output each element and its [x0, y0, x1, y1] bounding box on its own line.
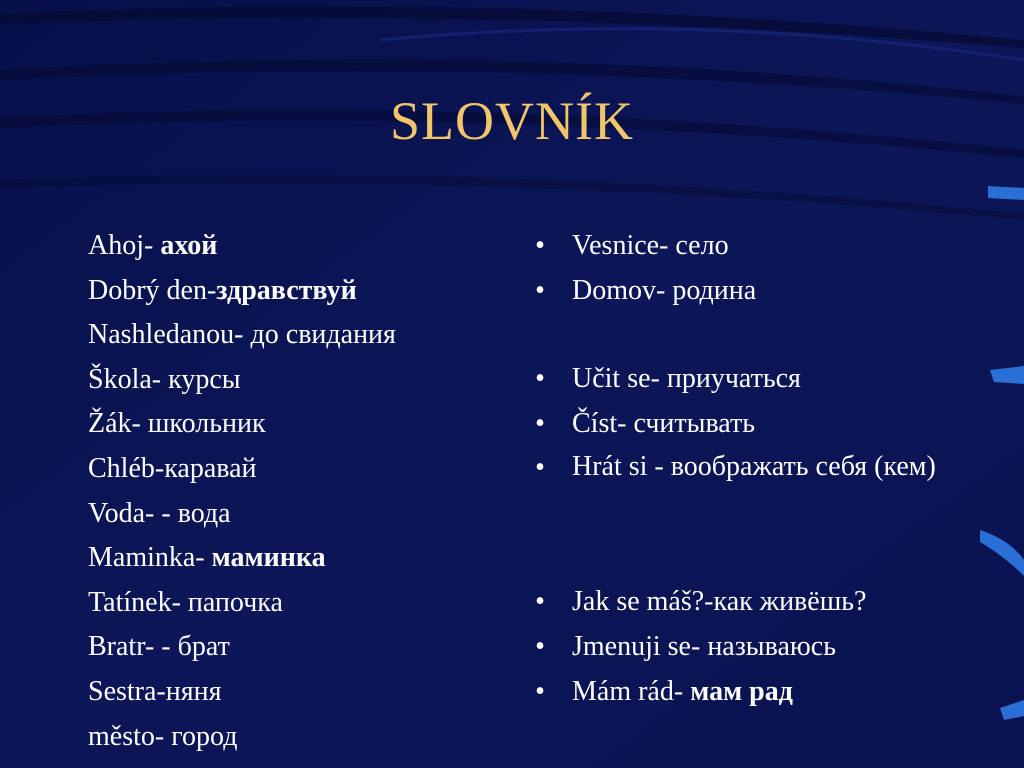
- vocab-row: [88, 404, 508, 449]
- russian-word: до свидания: [250, 319, 396, 351]
- bullet-item: [530, 448, 970, 538]
- bullet-item: [530, 359, 970, 404]
- russian-word: приучаться: [666, 363, 801, 395]
- czech-word: Jak se máš?-: [572, 586, 714, 618]
- russian-word: брат: [177, 631, 230, 663]
- right-vocabulary-list: [530, 226, 970, 716]
- vocab-row: [88, 538, 508, 583]
- spacer: [530, 315, 970, 359]
- vocab-row: [88, 717, 508, 762]
- czech-word: Žák-: [88, 408, 148, 440]
- russian-word: ахой: [160, 230, 218, 261]
- russian-word: считывать: [633, 407, 756, 439]
- vocab-row: [88, 271, 508, 316]
- russian-word: курсы: [168, 363, 241, 395]
- czech-word: Mám rád-: [572, 675, 691, 707]
- russian-word: город: [171, 720, 238, 752]
- czech-word: Domov-: [572, 274, 673, 306]
- bullet-icon: •: [535, 274, 545, 306]
- vocab-row: [88, 449, 508, 494]
- bullet-item: [530, 672, 970, 717]
- stripe-accent-1: [988, 186, 1024, 200]
- vocab-row: [88, 360, 508, 405]
- russian-word: мам рад: [690, 675, 793, 707]
- czech-word: Číst-: [572, 407, 634, 439]
- czech-word: Jmenuji se-: [572, 630, 708, 662]
- czech-word: Učit se-: [572, 363, 667, 395]
- bullet-icon: •: [535, 452, 545, 484]
- czech-word: Škola-: [88, 363, 169, 395]
- russian-word: маминка: [211, 542, 326, 574]
- czech-word: Chléb-: [88, 452, 165, 484]
- czech-word: Ahoj-: [88, 230, 161, 261]
- left-vocabulary-list: [88, 226, 508, 761]
- bullet-icon: •: [535, 363, 545, 395]
- czech-word: Dobrý den-: [88, 274, 217, 306]
- vocab-row: [88, 672, 508, 717]
- bullet-item: [530, 226, 970, 271]
- russian-word: школьник: [147, 408, 266, 440]
- spacer: [530, 538, 970, 582]
- bullet-icon: •: [535, 586, 545, 618]
- bullet-icon: •: [535, 230, 545, 261]
- vocab-row: [88, 583, 508, 628]
- czech-word: Vesnice-: [572, 230, 676, 261]
- vocab-row: [88, 494, 508, 539]
- bullet-icon: •: [535, 407, 545, 439]
- russian-word: вода: [177, 497, 231, 529]
- czech-word: město-: [88, 720, 172, 752]
- slide-title: SLOVNÍK: [390, 91, 634, 151]
- czech-word: Maminka-: [88, 542, 212, 574]
- russian-word: здравствуй: [216, 274, 357, 306]
- bullet-item: [530, 271, 970, 316]
- vocab-row: [88, 226, 508, 271]
- russian-word: называюсь: [707, 630, 836, 662]
- bullet-icon: •: [535, 630, 545, 662]
- bullet-item: [530, 404, 970, 449]
- russian-word: как живёшь?: [713, 586, 867, 618]
- bullet-icon: •: [535, 675, 545, 707]
- bullet-item: [530, 582, 970, 627]
- czech-word: Voda- -: [88, 497, 178, 529]
- bullet-item: [530, 627, 970, 672]
- russian-word: родина: [672, 274, 757, 306]
- russian-word: папочка: [187, 586, 283, 618]
- czech-word: Bratr- -: [88, 631, 178, 663]
- russian-word: няня: [165, 675, 222, 707]
- vocab-row: [88, 627, 508, 672]
- czech-word: Hrát si -: [572, 451, 671, 483]
- czech-word: Tatínek-: [88, 586, 188, 618]
- vocab-row: [88, 315, 508, 360]
- czech-word: Nashledanou-: [88, 319, 251, 351]
- russian-word: каравай: [164, 452, 257, 484]
- russian-word: воображать себя (кем): [670, 451, 936, 483]
- czech-word: Sestra-: [88, 675, 166, 707]
- russian-word: село: [675, 230, 729, 261]
